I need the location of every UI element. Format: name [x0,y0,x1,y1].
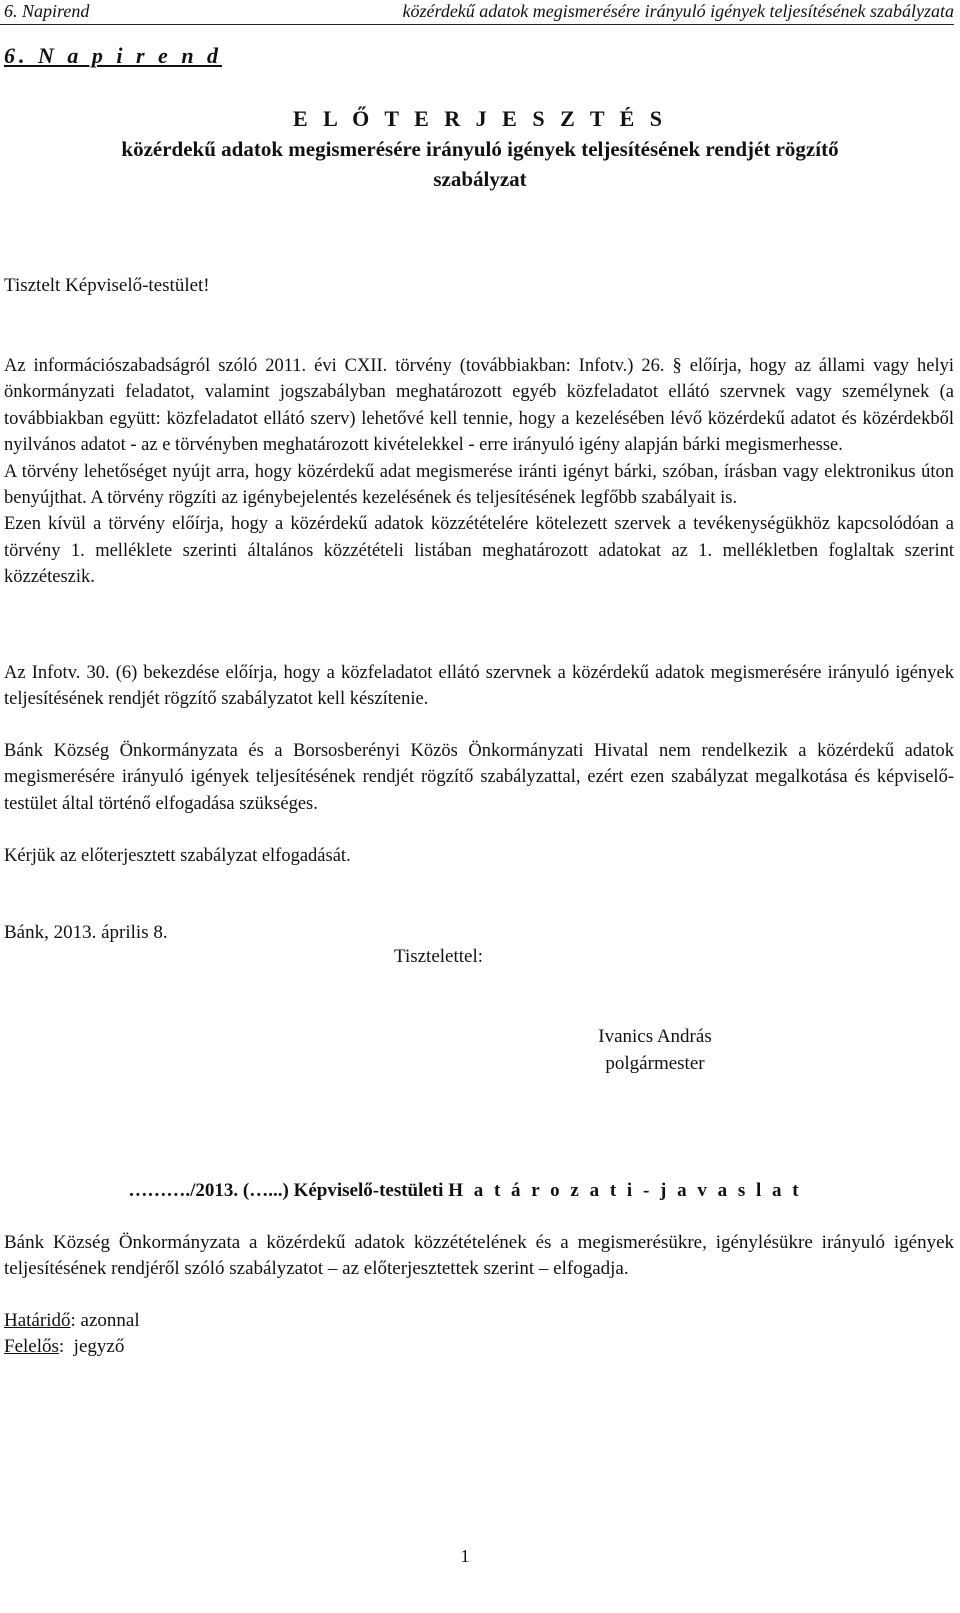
header-document-title: közérdekű adatok megismerésére irányuló igények teljesítésének szabályzata [402,1,954,21]
proposal-title-block [0,104,960,194]
paragraph-publication-duty: Ezen kívül a törvény előírja, hogy a közérdekű adatok közzétételére kötelezett szervek a tevékenységükhöz kapcsolódóan a törvény 1. melléklete szerinti általános közzétételi listában meghatározott adatokat az 1. mellékletben foglaltak szerint közzéteszik. [4,514,954,588]
paragraph-adoption-request: Kérjük az előterjesztett szabályzat elfogadását. [4,846,351,866]
paragraph-regulation-requirement [4,660,954,713]
responsible-label: Felelős [4,1336,59,1357]
paragraph-infotv: Az információszabadságról szóló 2011. évi CXII. törvény (továbbiakban: Infotv.) 26. § előírja, hogy az állami vagy helyi önkormányzati feladatot, valamint jogszabályban meghatározott egyéb közfeladatot ellátó szervnek vagy személynek (a továbbiakban együtt: közfeladatot ellátó szerv) lehetővé kell tennie, hogy a kezelésében lévő közérdekű adatot és közérdekből nyilvános adatot - az e törvényben meghatározott kivételekkel - erre irányuló igény alapján bárki megismerhesse. [4,356,954,456]
salutation: Tisztelt Képviselő-testület! [4,275,210,296]
paragraph-request [4,843,954,869]
responsible-line [4,1334,140,1360]
deadline-label: Határidő [4,1310,71,1331]
deadline-line [4,1308,140,1334]
deadline-value: : azonnal [70,1310,140,1331]
place-and-date: Bánk, 2013. április 8. [4,922,168,943]
resolution-title [0,1180,930,1202]
paragraph-infotv-30: Az Infotv. 30. (6) bekezdése előírja, hogy a közfeladatot ellátó szervnek a közérdekű adatok megismerésére irányuló igények teljesítésének rendjét rögzítő szabályzatot kell készítenie. [4,663,954,710]
resolution-body: Bánk Község Önkormányzata a közérdekű adatok közzétételének és a megismerésükre, igénylésükre irányuló igények teljesítésének rendjéről szóló szabályzatot – az előterjesztettek szerint – elfogadja. [4,1232,954,1280]
paragraph-legal-background [4,353,954,591]
responsible-value: : jegyző [58,1336,125,1357]
agenda-heading: 6. N a p i r e n d [4,43,223,68]
paragraph-justification [4,738,954,817]
paragraph-missing-regulation: Bánk Község Önkormányzata és a Borsosberényi Közös Önkormányzati Hivatal nem rendelkezik a közérdekű adatok megismerésére irányuló igények teljesítésének rendjét rögzítő szabályzattal, ezért ezen szabályzat megalkotása és képviselő-testület által történő elfogadása szükséges. [4,741,954,814]
proposal-title-line-2: szabályzat [433,167,527,191]
header-agenda-label: 6. Napirend [4,1,90,21]
closing-regards: Tisztelettel: [394,946,484,967]
signer-name: Ivanics András [598,1026,712,1047]
running-header [0,0,954,25]
resolution-label: H a t á r o z a t i - j a v a s l a t [448,1180,802,1201]
deadline-responsible-block [4,1308,140,1360]
paragraph-request-options: A törvény lehetőséget nyújt arra, hogy közérdekű adat megismerése iránti igényt bárki, szóban, írásban vagy elektronikus úton benyújthat. A törvény rögzíti az igénybejelentés kezelésének és teljesítésének legfőbb szabályait is. [4,461,954,509]
proposal-label: E L Ő T E R J E S Z T É S [292,106,668,131]
signer-block [540,1023,770,1077]
resolution-number: ………./2013. (…...) Képviselő-testületi [128,1180,444,1201]
signer-role: polgármester [605,1053,705,1074]
proposal-title-line-1: közérdekű adatok megismerésére irányuló igények teljesítésének rendjét rögzítő [121,137,839,161]
page-number: 1 [460,1546,470,1566]
